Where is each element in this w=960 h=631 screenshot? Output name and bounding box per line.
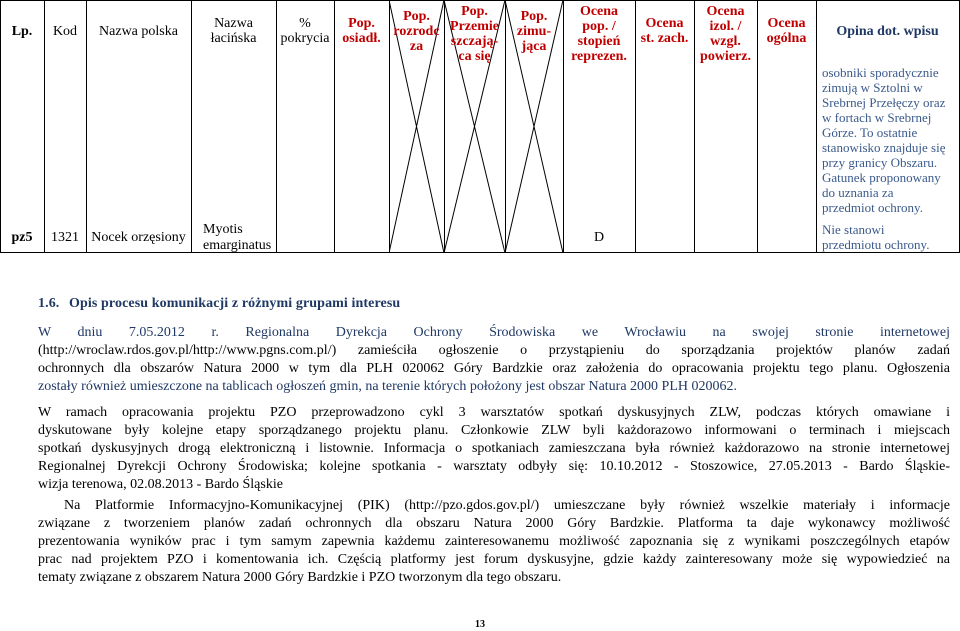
row-lp: pz5	[11, 230, 33, 245]
header-pop-rozrodcza: Pop. rozrodc za	[393, 9, 440, 54]
paragraph-line: ochronnych dla obszarów Natura 2000 w tym dla PLH 020062 Góry Bardzkie oraz założenia do opracowania projektu tego planu. Ogłoszenia	[38, 361, 950, 376]
paragraph-line: zostały również umieszczone na tablicach ogłoszeń gmin, na terenie których położony jest obszar Natura 2000 PLH 020062.	[38, 379, 738, 394]
header-pop-osiadl: Pop. osiadł.	[342, 16, 381, 46]
paragraph-line: prac nad projektem PZO i komentowania ich. Częścią platformy jest forum dyskusyjne, gdzie każdy zainteresowany może się wypowiedzieć na	[38, 552, 950, 567]
header-pop-zimujaca: Pop. zimu- jąca	[516, 9, 552, 54]
paragraph-line: związane z tworzeniem planów zadań ochronnych dla obszaru Natura 2000 Góry Bardzkie. Platforma ta daje wykonawcy możliwość	[38, 516, 950, 531]
header-ocena-pop: Ocena pop. / stopień reprezen.	[571, 4, 627, 64]
header-opinia: Opina dot. wpisu	[836, 24, 939, 39]
section-title: Opis procesu komunikacji z różnymi grupami interesu	[69, 296, 401, 311]
header-pop-przemieszczajaca: Pop. Przemie szczają- ca się	[450, 4, 499, 64]
paragraph-line: spotkań dyskusyjnych drogą elektroniczną i listownie. Informacja o spotkaniach zamieszczana była również każdorazowo na stronie internetowej	[38, 441, 950, 456]
paragraph-2	[38, 404, 950, 494]
header-kod: Kod	[52, 24, 78, 39]
row-opinia-extra: Nie stanowi przedmiotu ochrony.	[822, 222, 930, 252]
header-nazwa-polska: Nazwa polska	[99, 24, 178, 39]
paragraph-line: (http://wroclaw.rdos.gov.pl/http://www.pgns.com.pl/) zamieściła ogłoszenie o przystąpieniu do sporządzania projektów planów zadań	[38, 343, 950, 358]
paragraph-line: tematy związane z obszarem Natura 2000 Góry Bardzkie i PZO tworzonym dla tego obszaru.	[38, 570, 562, 585]
habitat-species-table	[0, 0, 960, 253]
section-number: 1.6.	[38, 296, 60, 311]
header-ocena-izol: Ocena izol. / wzgl. powierz.	[700, 4, 751, 64]
header-lp: Lp.	[11, 24, 33, 39]
row-nazwa-lacinska: Myotis emarginatus	[203, 222, 272, 253]
paragraph-line: W ramach opracowania projektu PZO przeprowadzono cykl 3 warsztatów spotkań dyskusyjnych ZLW, podczas których omawiane i	[38, 405, 950, 420]
paragraph-line: prezentowania wyników prac i tym samym zapewnia każdemu zainteresowanemu możliwość zapoznania się z wynikami poszczególnych etapów	[38, 534, 950, 549]
row-opinia-text: osobniki sporadycznie zimują w Sztolni w Srebrnej Przełęczy oraz w fortach w Srebrnej Górze. To ostatnie stanowisko znajduje się przy granicy Obszaru. Gatunek proponowany do uznania za przedmiot ochrony.	[822, 65, 946, 215]
row-nazwa-polska: Nocek orzęsiony	[91, 230, 186, 245]
paragraph-3-first-line	[64, 497, 950, 515]
header-nazwa-lacinska: Nazwa łacińska	[210, 16, 257, 46]
paragraph-line: Na Platformie Informacyjno-Komunikacyjnej (PIK) (http://pzo.gdos.gov.pl/) umieszczane były również wszelkie materiały i informacje	[64, 498, 950, 513]
paragraph-line: wizja terenowa, 02.08.2013 - Bardo Śląskie	[38, 477, 283, 492]
header-pokrycia: % pokrycia	[280, 16, 330, 46]
paragraph-3	[38, 515, 950, 587]
paragraph-1	[38, 324, 950, 396]
page-number: 13	[475, 619, 485, 630]
paragraph-line: Regionalnej Dyrekcji Ochrony Środowiska; kolejne spotkania - warsztaty odbyły się: 10.10.2012 - Stoszowice, 27.05.2013 - Bardo Śląskie-	[38, 459, 950, 474]
paragraph-line: dyskutowane były kolejne etapy sporządzanego projektu planu. Członkowie ZLW byli każdorazowo informowani o terminach i miejscach	[38, 423, 950, 438]
row-kod: 1321	[51, 230, 79, 245]
section-heading	[38, 296, 400, 312]
header-ocena-ogolna: Ocena ogólna	[766, 16, 807, 46]
header-ocena-zach: Ocena st. zach.	[640, 16, 689, 46]
paragraph-line: W dniu 7.05.2012 r. Regionalna Dyrekcja Ochrony Środowiska we Wrocławiu na swojej stronie internetowej	[38, 325, 950, 340]
row-ocena-pop: D	[593, 230, 605, 245]
